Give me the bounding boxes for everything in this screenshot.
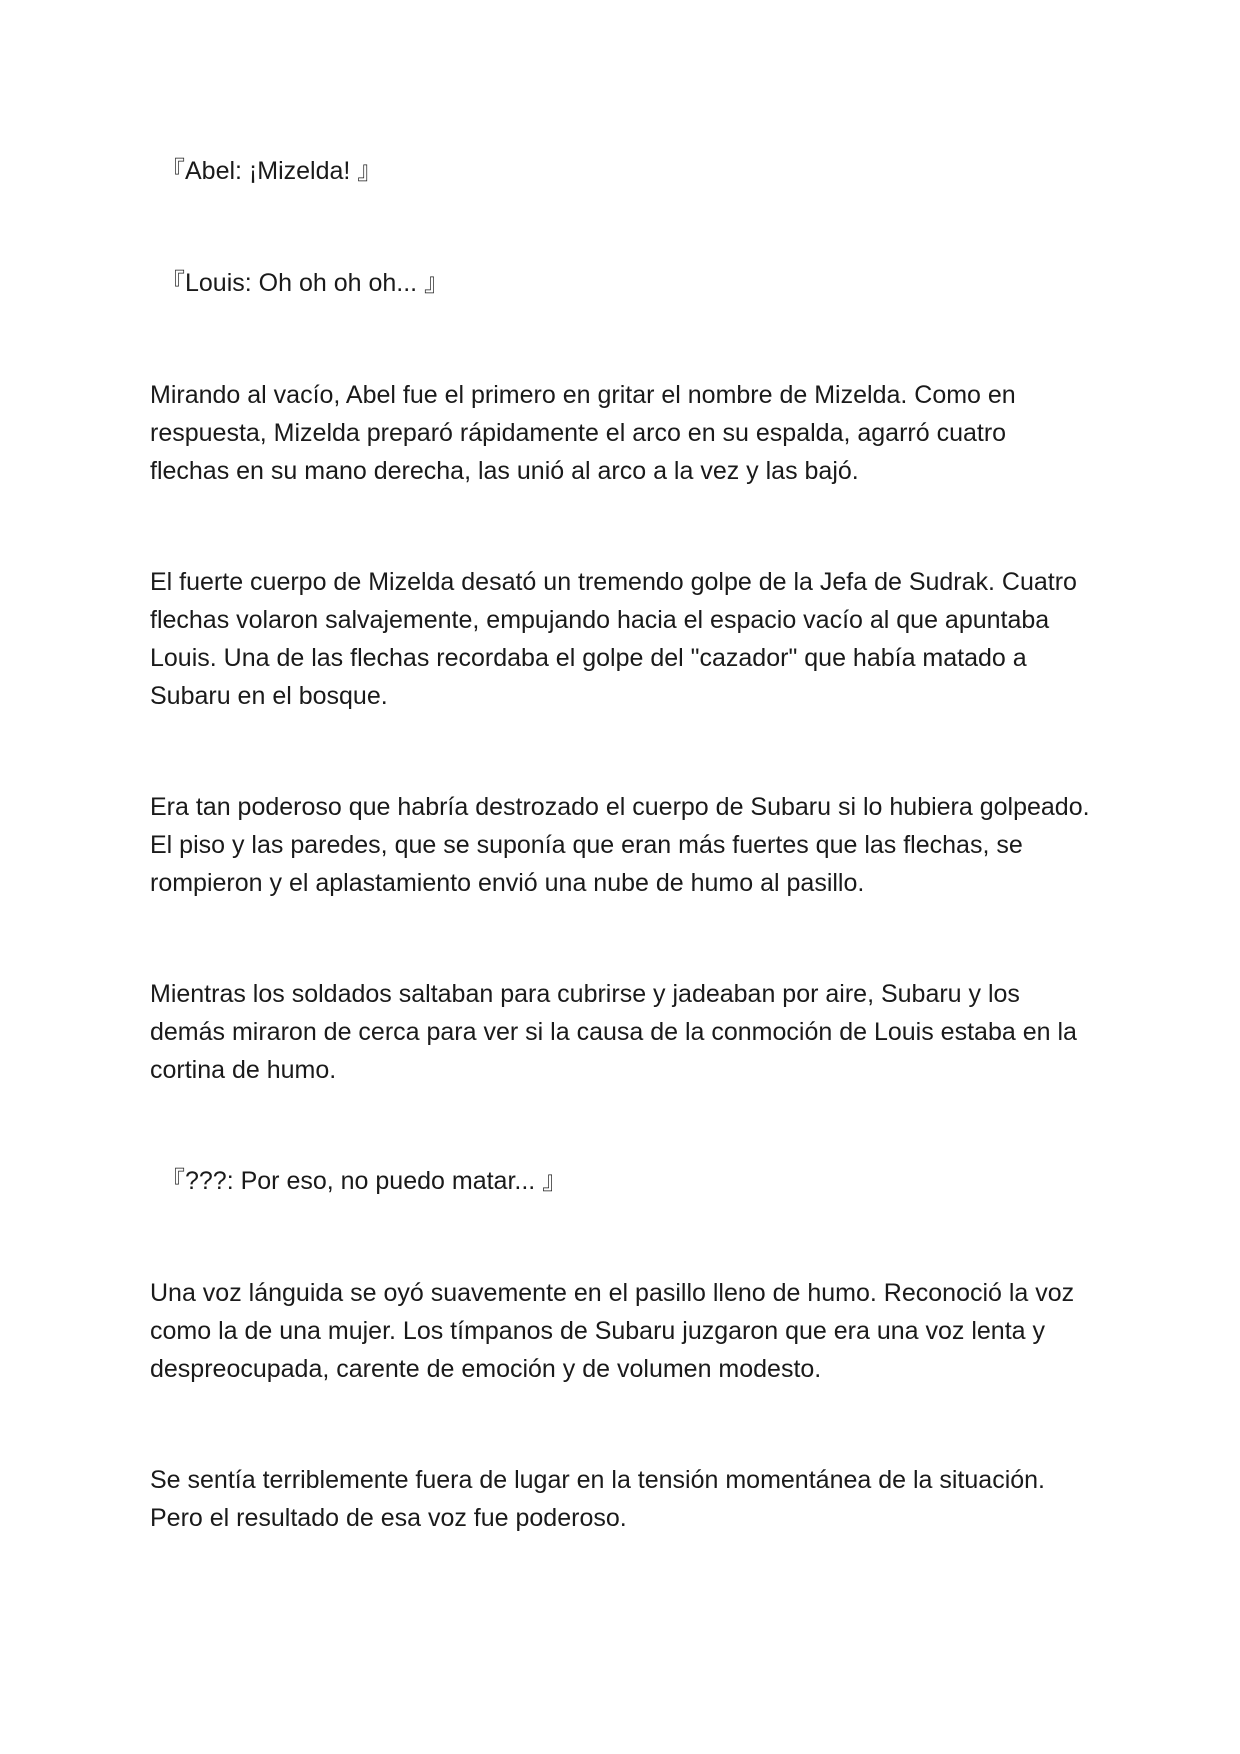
paragraph: Era tan poderoso que habría destrozado el cuerpo de Subaru si lo hubiera golpeado. El piso y las paredes, que se suponía que eran más fuertes que las flechas, se rompieron y el aplastamiento envió una nube de humo al pasillo. — [150, 793, 1090, 897]
paragraph: El fuerte cuerpo de Mizelda desató un tremendo golpe de la Jefa de Sudrak. Cuatro flechas volaron salvajemente, empujando hacia el espacio vacío al que apuntaba Louis. Una de las flechas recordaba el golpe del "cazador" que había matado a Subaru en el bosque. — [150, 568, 1077, 710]
dialogue-line: 『Louis: Oh oh oh oh... 』 — [160, 269, 450, 297]
paragraph: Se sentía terriblemente fuera de lugar en la tensión momentánea de la situación. Pero el resultado de esa voz fue poderoso. — [150, 1466, 1045, 1532]
paragraph: Una voz lánguida se oyó suavemente en el pasillo lleno de humo. Reconoció la voz como la de una mujer. Los tímpanos de Subaru juzgaron que era una voz lenta y despreocupada, carente de emoción y de volumen modesto. — [150, 1279, 1075, 1383]
dialogue-line: 『???: Por eso, no puedo matar... 』 — [160, 1167, 568, 1195]
paragraph: Mirando al vacío, Abel fue el primero en gritar el nombre de Mizelda. Como en respuesta, Mizelda preparó rápidamente el arco en su espalda, agarró cuatro flechas en su mano derecha, las unió al arco a la vez y las bajó. — [150, 381, 1016, 485]
paragraph: Mientras los soldados saltaban para cubrirse y jadeaban por aire, Subaru y los demás miraron de cerca para ver si la causa de la conmoción de Louis estaba en la cortina de humo. — [150, 980, 1077, 1084]
dialogue-line: 『Abel: ¡Mizelda! 』 — [160, 157, 383, 185]
